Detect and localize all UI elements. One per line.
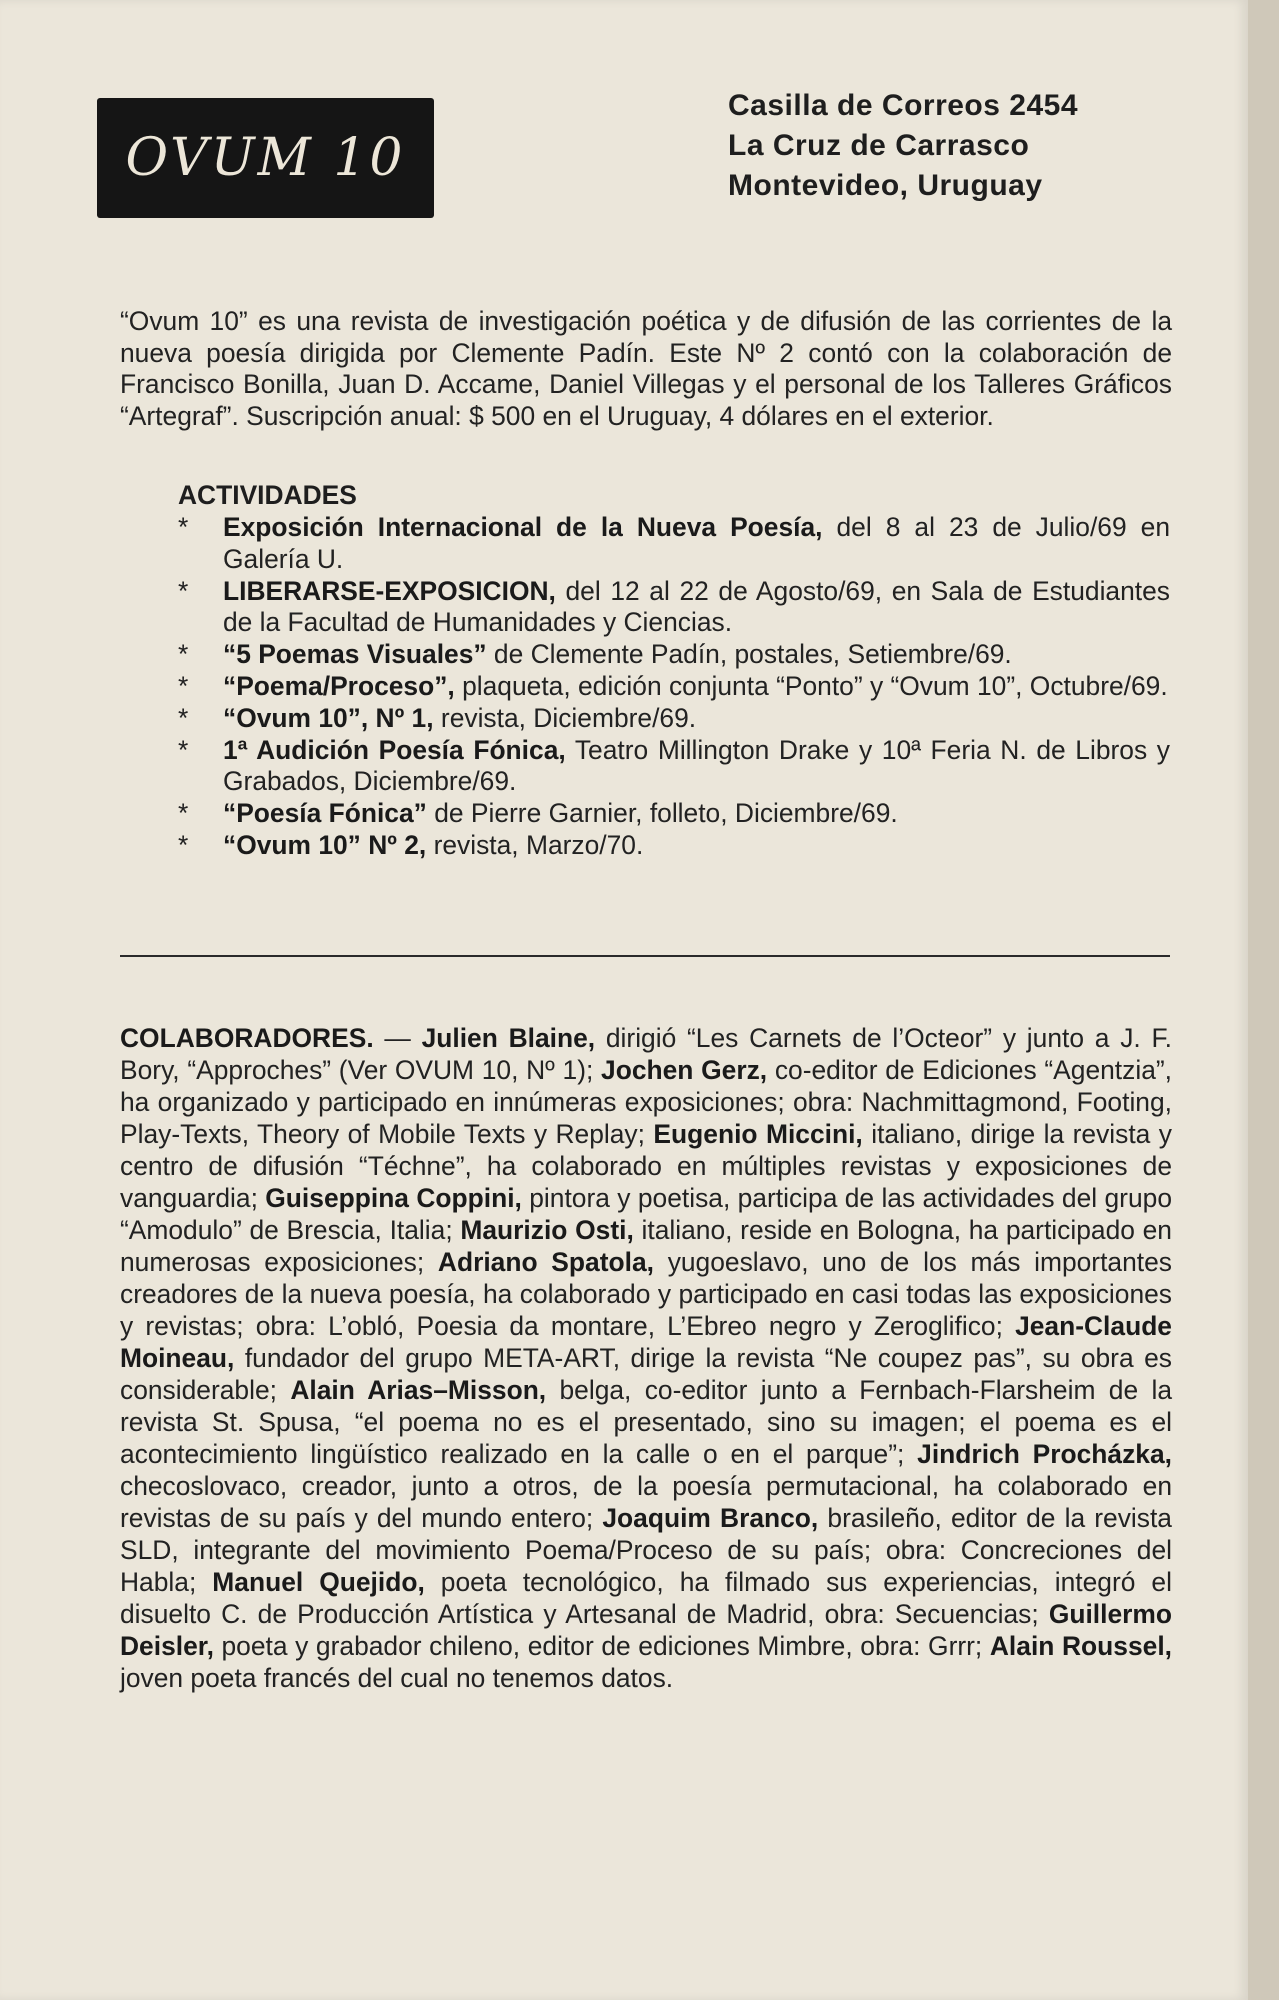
collaborator-bio: poeta tecnológico, ha filmado sus experiencias, integró el disuelto C. de Producción Artística y Artesanal de Madrid, obra: Secuencias; [120, 1567, 1172, 1630]
activity-item [178, 798, 1170, 830]
collaborator-name: Maurizio Osti, [460, 1215, 634, 1246]
collaborator-name: Guiseppina Coppini, [265, 1183, 522, 1214]
collaborator-name: Manuel Quejido, [212, 1567, 425, 1598]
collaborator-bio: fundador del grupo META-ART, dirige la revista “Ne coupez pas”, su obra es considerable; [120, 1343, 1172, 1406]
collaborator-name: Julien Blaine, [421, 1023, 596, 1054]
collaborators-heading: COLABORADORES. [120, 1023, 374, 1054]
activity-title: “5 Poemas Visuales” [223, 639, 487, 670]
collaborators-paragraph [120, 1022, 1172, 1694]
collaborator-name: Jochen Gerz, [601, 1055, 768, 1086]
heading-dash: — [373, 1023, 422, 1054]
collaborator-name: Alain Arias–Misson, [290, 1375, 547, 1406]
postal-address [728, 86, 1078, 206]
collaborator-name: Joaquim Branco, [602, 1503, 819, 1534]
activity-title: LIBERARSE-EXPOSICION, [223, 575, 556, 606]
activity-item [178, 703, 1170, 735]
logo-text: OVUM 10 [125, 128, 406, 188]
collaborator-name: Jean-Claude Moineau, [120, 1311, 1172, 1374]
collaborator-bio: belga, co-editor junto a Fernbach-Flarsheim de la revista St. Spusa, “el poema no es el presentado, sino su imagen; el poema es el acontecimiento lingüístico realizado en la calle o en el parque”; [120, 1375, 1172, 1470]
collaborator-bio: pintora y poetisa, participa de las actividades del grupo “Amodulo” de Brescia, Italia; [120, 1183, 1172, 1246]
activity-item [178, 830, 1170, 862]
page-edge [1248, 0, 1279, 2000]
activity-title: 1ª Audición Poesía Fónica, [223, 734, 566, 765]
logo-box [97, 98, 434, 218]
collaborator-bio: italiano, dirige la revista y centro de difusión “Téchne”, ha colaborado en múltiples revistas y exposiciones de vanguardia; [120, 1119, 1172, 1214]
activity-item [178, 735, 1170, 799]
activity-detail: del 8 al 23 de Julio/69 en Galería U. [223, 512, 1170, 574]
activity-detail: de Pierre Garnier, folleto, Diciembre/69. [426, 798, 898, 829]
activity-item [178, 576, 1170, 640]
collaborator-bio: dirigió “Les Carnets de l’Octeor” y junto a J. F. Bory, “Approches” (Ver OVUM 10, Nº 1); [120, 1023, 1172, 1086]
collaborator-bio: brasileño, editor de la revista SLD, integrante del movimiento Poema/Proceso de su país; obra: Concreciones del Habla; [120, 1503, 1172, 1598]
collaborator-bio: yugoeslavo, uno de los más importantes creadores de la nueva poesía, ha colaborado y participado en casi todas las exposiciones y revistas; obra: L’obló, Poesia da montare, L’Ebreo negro y Zeroglifico; [120, 1247, 1172, 1342]
address-line-3: Montevideo, Uruguay [728, 169, 1043, 202]
activity-title: Exposición Internacional de la Nueva Poesía, [223, 512, 823, 542]
collaborator-bio: checoslovaco, creador, junto a otros, de la poesía permutacional, ha colaborado en revistas de su país y del mundo entero; [120, 1471, 1172, 1534]
activity-item [178, 639, 1170, 671]
section-divider [120, 955, 1170, 957]
activity-title: “Ovum 10”, Nº 1, [223, 702, 434, 733]
collaborator-name: Jindrich Procházka, [917, 1439, 1172, 1470]
address-line-2: La Cruz de Carrasco [728, 129, 1030, 162]
collaborator-name: Adriano Spatola, [437, 1247, 654, 1278]
intro-paragraph: “Ovum 10” es una revista de investigación poética y de difusión de las corrientes de la nueva poesía dirigida por Clemente Padín. Este Nº 2 contó con la colaboración de Francisco Bonilla, Juan D. Accame, Daniel Villegas y el personal de los Talleres Gráficos “Artegraf”. Suscripción anual: $ 500 en el Uruguay, 4 dólares en el exterior. [120, 306, 1172, 431]
activity-item [178, 671, 1170, 703]
activities-list [178, 512, 1170, 862]
collaborator-bio: poeta y grabador chileno, editor de ediciones Mimbre, obra: Grrr; [213, 1631, 990, 1662]
activity-title: “Ovum 10” Nº 2, [223, 829, 427, 860]
activity-detail: revista, Diciembre/69. [433, 702, 697, 733]
collaborator-name: Guillermo Deisler, [120, 1599, 1172, 1662]
activity-detail: de Clemente Padín, postales, Setiembre/69. [486, 639, 1012, 670]
collaborator-bio: co-editor de Ediciones “Agentzia”, ha organizado y participado en innúmeras exposiciones; obra: Nachmittagmond, Footing, Play-Texts, Theory of Mobile Texts y Replay; [120, 1055, 1172, 1150]
collaborator-name: Alain Roussel, [989, 1631, 1172, 1662]
collaborator-bio: italiano, reside en Bologna, ha participado en numerosas exposiciones; [120, 1215, 1172, 1278]
activity-detail: Teatro Millington Drake y 10ª Feria N. de Libros y Grabados, Diciembre/69. [223, 734, 1170, 797]
activity-title: “Poema/Proceso”, [223, 670, 455, 701]
activity-detail: plaqueta, edición conjunta “Ponto” y “Ovum 10”, Octubre/69. [454, 670, 1168, 701]
collaborator-bio: joven poeta francés del cual no tenemos datos. [120, 1663, 674, 1694]
collaborator-name: Eugenio Miccini, [653, 1119, 863, 1150]
activity-detail: revista, Marzo/70. [426, 829, 644, 860]
activities-heading: ACTIVIDADES [178, 480, 357, 510]
activity-title: “Poesía Fónica” [223, 798, 427, 829]
address-line-1: Casilla de Correos 2454 [728, 89, 1079, 122]
activity-detail: del 12 al 22 de Agosto/69, en Sala de Estudiantes de la Facultad de Humanidades y Ciencias. [223, 575, 1170, 638]
activity-item [178, 512, 1170, 576]
